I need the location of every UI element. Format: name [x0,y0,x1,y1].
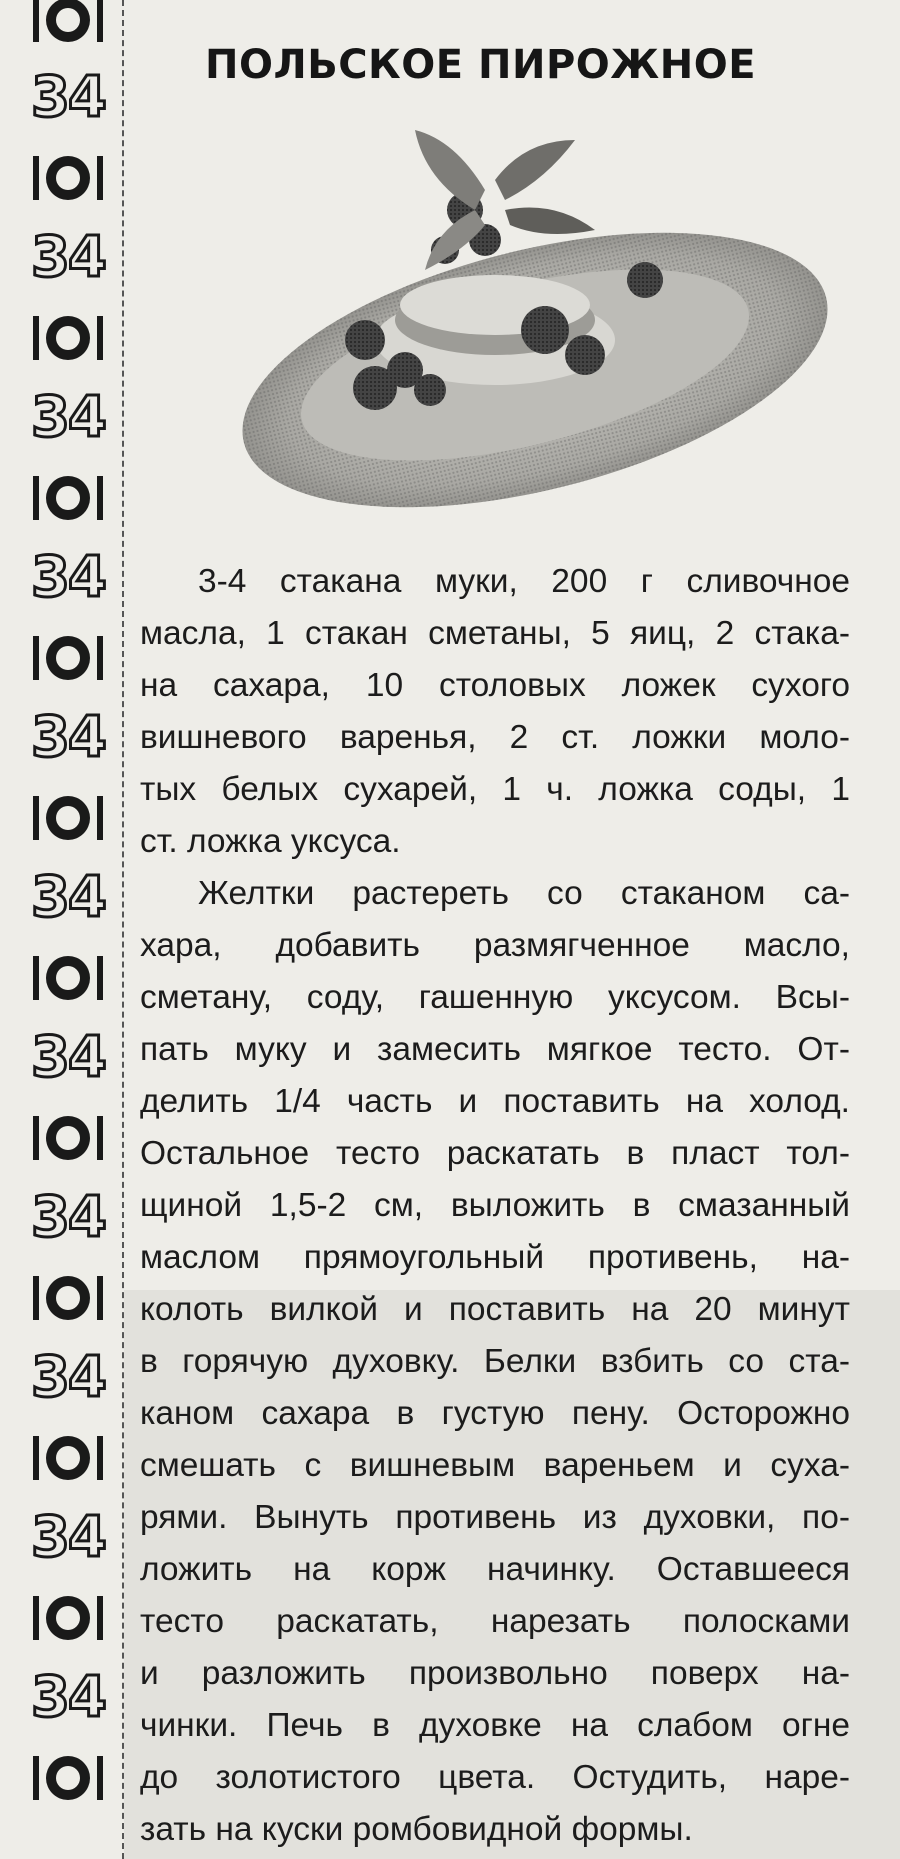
plate-fork-knife-icon [28,1098,108,1178]
text-line: пать муку и замесить мягкое тесто. От- [140,1031,850,1068]
decorative-side-strip [0,0,124,1859]
text-line: чинки. Печь в духовке на слабом огне [140,1707,850,1744]
strip-number: 34 [31,545,105,610]
plate-fork-knife-icon [28,1258,108,1338]
text-line: сметану, соду, гашенную уксусом. Всы- [140,979,850,1016]
text-line: ложить на корж начинку. Оставшееся [140,1551,850,1588]
text-line: в горячую духовку. Белки взбить со ста- [140,1343,850,1380]
strip-number: 34 [31,225,105,290]
ingredients-paragraph [140,556,850,868]
plate-fork-knife-icon [28,298,108,378]
text-line: до золотистого цвета. Остудить, наре- [140,1759,850,1796]
strip-number: 34 [31,65,105,130]
text-line: маслом прямоугольный противень, на- [140,1239,850,1276]
pastry-photo [125,120,850,520]
text-line: колоть вилкой и поставить на 20 минут [140,1291,850,1328]
text-line: каном сахара в густую пену. Осторожно [140,1395,850,1432]
plate-fork-knife-icon [28,458,108,538]
plate-fork-knife-icon [28,1738,108,1818]
plate-fork-knife-icon [28,618,108,698]
text-line: 3-4 стакана муки, 200 г сливочное [198,563,850,600]
text-line: смешать с вишневым вареньем и суха- [140,1447,850,1484]
text-line: ст. ложка уксуса. [140,823,401,860]
text-line: и разложить произвольно поверх на- [140,1655,850,1692]
text-line: хара, добавить размягченное масло, [140,927,850,964]
plate-fork-knife-icon [28,1418,108,1498]
plate-fork-knife-icon [28,138,108,218]
text-line: Желтки растереть со стаканом са- [198,875,850,912]
strip-number: 34 [31,1345,105,1410]
text-line: на сахара, 10 столовых ложек сухого [140,667,850,704]
strip-number: 34 [31,1185,105,1250]
text-line: тесто раскатать, нарезать полосками [140,1603,850,1640]
plate-fork-knife-icon [28,778,108,858]
text-line: щиной 1,5-2 см, выложить в смазанный [140,1187,850,1224]
text-line: масла, 1 стакан сметаны, 5 яиц, 2 стака- [140,615,850,652]
strip-number: 34 [31,385,105,450]
article-title: ПОЛЬСКОЕ ПИРОЖНОЕ [205,42,757,88]
strip-number: 34 [31,865,105,930]
text-line: вишневого варенья, 2 ст. ложки моло- [140,719,850,756]
strip-number: 34 [31,705,105,770]
plate-fork-knife-icon [28,1578,108,1658]
text-line: рями. Вынуть противень из духовки, по- [140,1499,850,1536]
plate-fork-knife-icon [28,938,108,1018]
text-line: делить 1/4 часть и поставить на холод. [140,1083,850,1120]
strip-number: 34 [31,1505,105,1570]
text-line: зать на куски ромбовидной формы. [140,1811,693,1848]
strip-number: 34 [31,1025,105,1090]
article-body [140,556,850,1856]
method-paragraph [140,868,850,1856]
plate-fork-knife-icon [28,0,108,60]
text-line: тых белых сухарей, 1 ч. ложка соды, 1 [140,771,850,808]
text-line: Остальное тесто раскатать в пласт тол- [140,1135,850,1172]
strip-number: 34 [31,1665,105,1730]
